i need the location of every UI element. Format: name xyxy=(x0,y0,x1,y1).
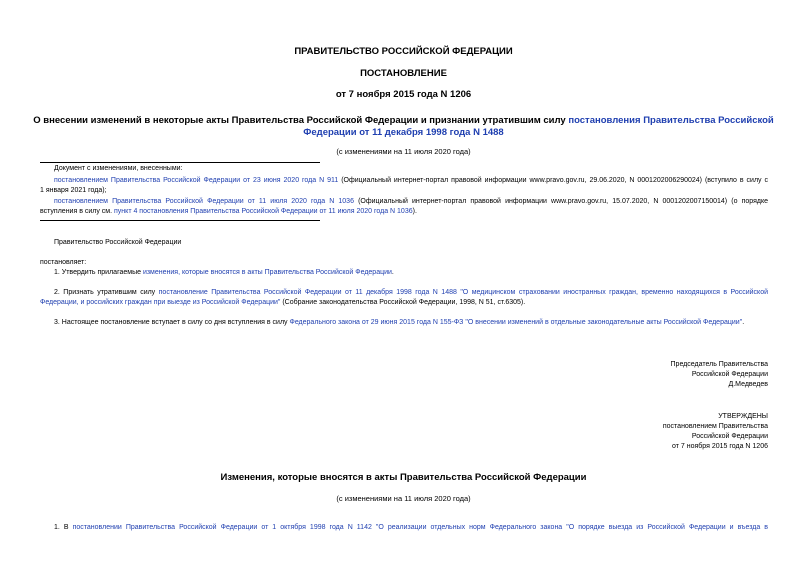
document-date: от 7 ноября 2015 года N 1206 xyxy=(335,89,472,100)
changes-item-2: постановлением Правительства Российской Федерации от 11 июля 2020 года N 1036 (Официальный интернет-портал правовой информации www.pravo.gov.ru, 15.07.2020, N 0001202007150014) (о порядке xyxy=(54,198,768,205)
repealed-act-link[interactable]: постановление Правительства Российской Федерации от 11 декабря 1998 года N 1488 "О медицинском страховании иностранных граждан, временно находящихся в Российской xyxy=(158,289,768,296)
document-type: ПОСТАНОВЛЕНИЕ xyxy=(360,68,447,79)
annex-link-1142[interactable]: постановлении Правительства Российской Федерации от 1 октября 1998 года N 1142 "О реализации отдельных норм Федерального закона "О порядке выезда из Российской Федерации и въезда в xyxy=(72,524,768,531)
changes-bottom-rule xyxy=(40,220,320,221)
document-title xyxy=(0,115,807,139)
paragraph-2-cont: Федерации, и российских граждан при выезде из Российской Федерации" (Собрание законодательства Российской Федерации, 1998, N 51, ст.6305). xyxy=(40,299,526,306)
signature-title: Председатель Правительства xyxy=(670,361,768,368)
title-text: О внесении изменений в некоторые акты Правительства Российской Федерации и признании утратившим силу xyxy=(33,115,569,126)
decides-line: постановляет: xyxy=(40,259,87,266)
changes-annex-link[interactable]: изменения, которые вносятся в акты Правительства Российской Федерации xyxy=(142,269,392,276)
paragraph-2: 2. Признать утратившим силу постановление Правительства Российской Федерации от 11 декабря 1998 года N 1488 "О медицинском страховании иностранных граждан, временно находящихся в Российской xyxy=(54,289,768,296)
paragraph-3: 3. Настоящее постановление вступает в силу со дня вступления в силу Федерального закона от 29 июня 2015 года N 155-ФЗ "О внесении изменений в отдельные законодательные акты Российской Федерации". xyxy=(54,319,745,326)
annex-title: Изменения, которые вносятся в акты Правительства Российской Федерации xyxy=(220,472,587,483)
repealed-act-link-cont[interactable]: Федерации, и российских граждан при выезде из Российской Федерации" xyxy=(40,299,281,306)
approved-heading: УТВЕРЖДЕНЫ xyxy=(718,413,768,420)
government-line: Правительство Российской Федерации xyxy=(54,239,182,246)
title-link-cont[interactable]: Федерации от 11 декабря 1998 года N 1488 xyxy=(303,127,504,138)
change-link-point4[interactable]: пункт 4 постановления Правительства Российской Федерации от 11 июля 2020 года N 1036 xyxy=(114,208,413,215)
changes-item-2-cont: вступления в силу см. пункт 4 постановления Правительства Российской Федерации от 11 июля 2020 года N 1036). xyxy=(40,208,417,215)
annex-revision-note: (с изменениями на 11 июля 2020 года) xyxy=(336,494,471,503)
revision-note: (с изменениями на 11 июля 2020 года) xyxy=(336,147,471,156)
approved-line-3: Российской Федерации xyxy=(691,433,768,440)
government-heading: ПРАВИТЕЛЬСТВО РОССИЙСКОЙ ФЕДЕРАЦИИ xyxy=(294,46,513,57)
changes-item-1-cont: 1 января 2021 года); xyxy=(40,187,107,194)
signature-name: Д.Медведев xyxy=(728,381,768,388)
changes-top-rule xyxy=(40,162,320,163)
paragraph-1: 1. Утвердить прилагаемые изменения, которые вносятся в акты Правительства Российской Федерации. xyxy=(54,269,394,276)
federal-law-link[interactable]: Федерального закона от 29 июня 2015 года N 155-ФЗ "О внесении изменений в отдельные законодательные акты Российской Федерации" xyxy=(289,319,743,326)
change-link-1036[interactable]: постановлением Правительства Российской Федерации от 11 июля 2020 года N 1036 xyxy=(54,198,354,205)
change-link-911[interactable]: постановлением Правительства Российской Федерации от 23 июня 2020 года N 911 xyxy=(54,177,339,184)
approved-line-4: от 7 ноября 2015 года N 1206 xyxy=(672,443,768,450)
title-link[interactable]: постановления Правительства Российской xyxy=(568,115,774,126)
changes-item-1: постановлением Правительства Российской Федерации от 23 июня 2020 года N 911 (Официальный интернет-портал правовой информации www.pravo.gov.ru, 29.06.2020, N 0001202006290024) (вступило в силу с xyxy=(54,177,768,184)
approved-line-2: постановлением Правительства xyxy=(662,423,768,430)
signature-country: Российской Федерации xyxy=(691,371,768,378)
changes-heading: Документ с изменениями, внесенными: xyxy=(54,165,183,172)
annex-paragraph-1: 1. В постановлении Правительства Российской Федерации от 1 октября 1998 года N 1142 "О реализации отдельных норм Федерального закона "О порядке выезда из Российской Федерации и въезда в xyxy=(54,524,768,531)
